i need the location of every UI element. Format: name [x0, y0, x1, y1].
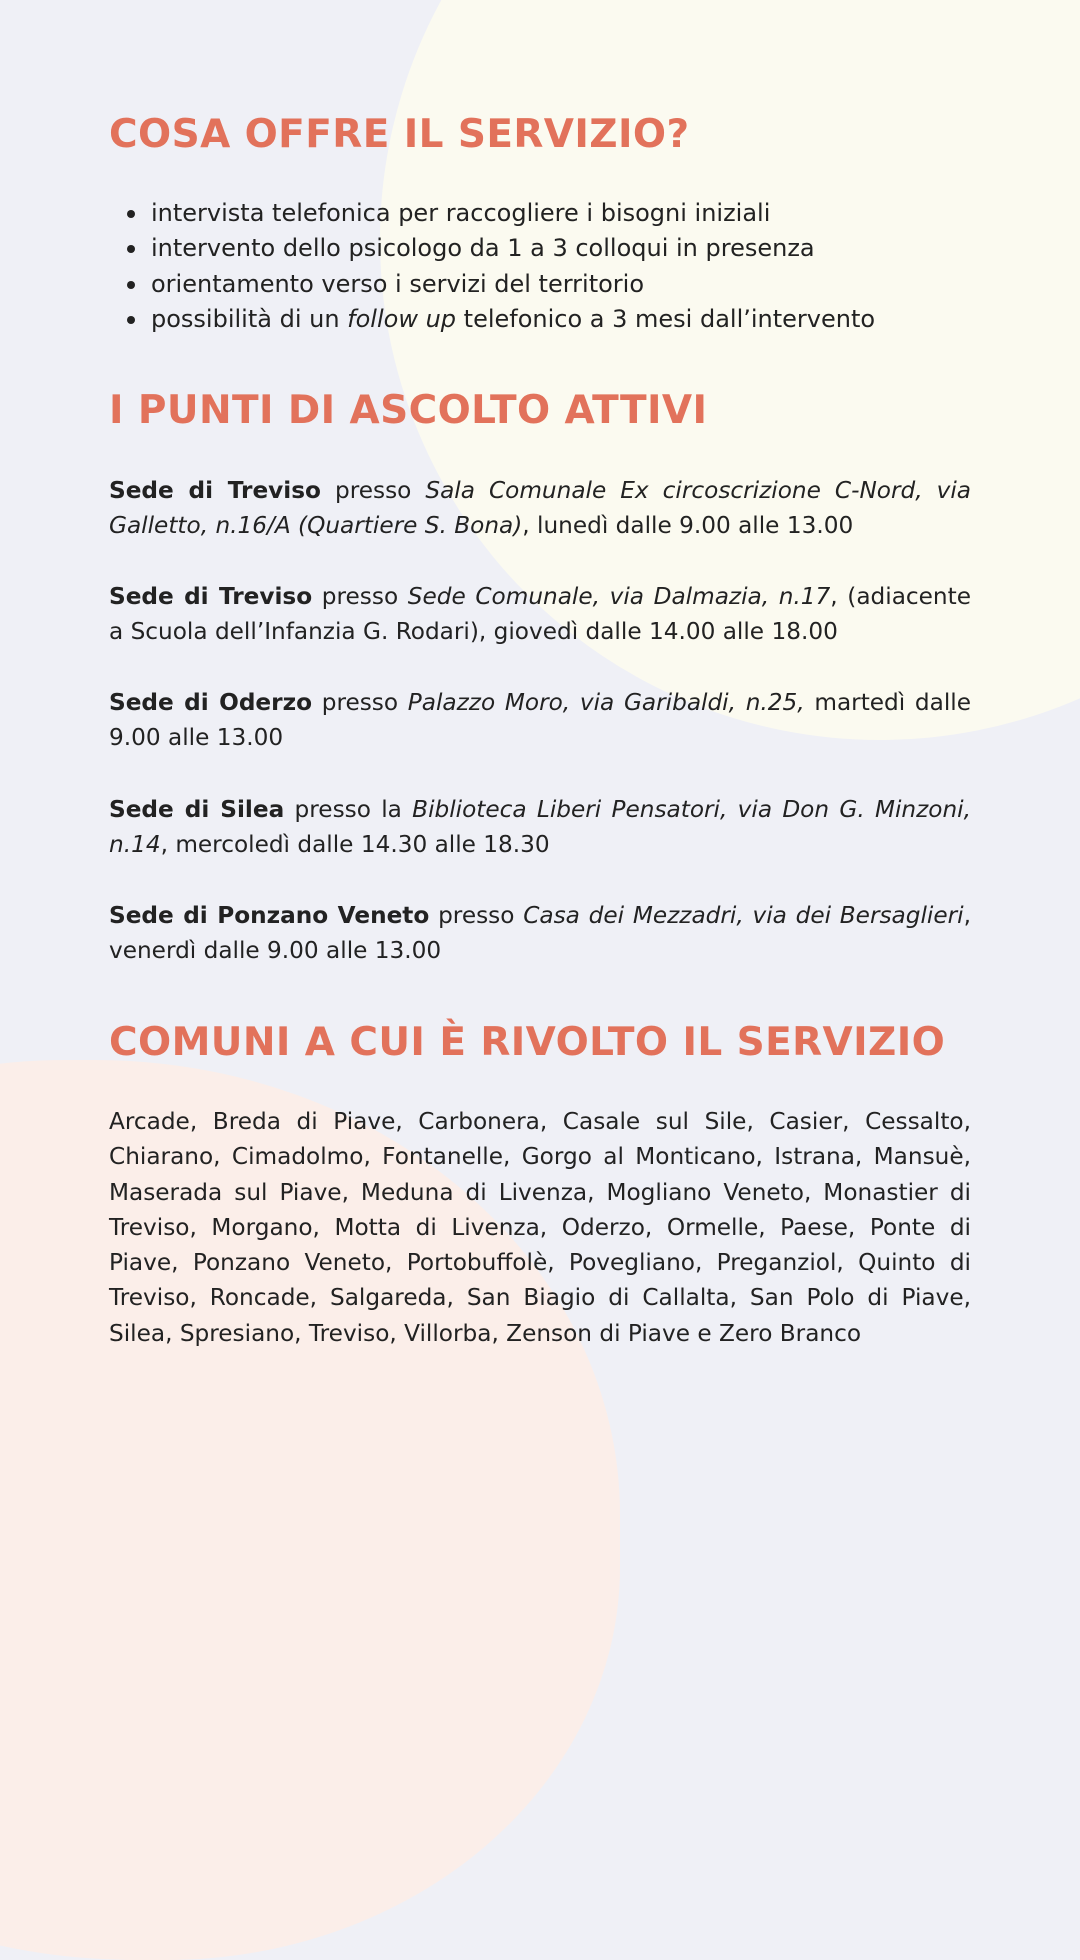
sede-name: Sede di Treviso: [109, 477, 321, 504]
sede-schedule: martedì dalle 9.00 alle 13.00: [109, 689, 971, 752]
sede-schedule: , (adiacente a Scuola dell’Infanzia G. Rodari), giovedì dalle 14.00 alle 18.00: [109, 583, 971, 646]
sede-name: Sede di Oderzo: [109, 689, 313, 716]
sede-place: Biblioteca Liberi Pensatori, via Don G. Minzoni, n.14: [109, 796, 971, 859]
sede-presso: presso: [312, 583, 408, 610]
sede-place: Palazzo Moro, via Garibaldi, n.25,: [407, 689, 805, 716]
sede-name: Sede di Ponzano Veneto: [109, 902, 430, 929]
heading-cosa-offre: COSA OFFRE IL SERVIZIO?: [109, 112, 690, 157]
list-item-text: telefonico a 3 mesi dall’intervento: [456, 304, 876, 333]
list-item-italic-text: follow up: [347, 304, 457, 333]
sede-entry: [109, 579, 971, 650]
heading-punti-ascolto: I PUNTI DI ASCOLTO ATTIVI: [109, 388, 708, 433]
list-item: [151, 302, 875, 337]
services-list: [109, 196, 875, 337]
sede-presso: presso la: [284, 796, 413, 823]
sede-presso: presso: [320, 477, 426, 504]
sede-place: Sala Comunale Ex circoscrizione C-Nord, via Galletto, n.16/A (Quartiere S. Bona): [109, 477, 972, 540]
list-item: intervista telefonica per raccogliere i bisogni iniziali: [151, 196, 875, 231]
sede-entry: [109, 473, 971, 544]
sede-entry: [109, 792, 971, 863]
sede-schedule: , lunedì dalle 9.00 alle 13.00: [522, 512, 854, 540]
sede-schedule: , mercoledì dalle 14.30 alle 18.30: [160, 831, 550, 859]
sede-schedule: , venerdì dalle 9.00 alle 13.00: [109, 902, 971, 965]
sede-presso: presso: [429, 902, 524, 929]
heading-comuni: COMUNI A CUI È RIVOLTO IL SERVIZIO: [109, 1020, 946, 1065]
sede-place: Sede Comunale, via Dalmazia, n.17: [407, 583, 831, 610]
sede-place: Casa dei Mezzadri, via dei Bersaglieri: [523, 902, 964, 929]
sede-name: Sede di Treviso: [109, 583, 313, 610]
list-item: orientamento verso i servizi del territorio: [151, 267, 875, 302]
sede-presso: presso: [312, 689, 408, 716]
sede-name: Sede di Silea: [109, 796, 285, 823]
comuni-list-text: Arcade, Breda di Piave, Carbonera, Casale sul Sile, Casier, Cessalto, Chiarano, Cimadolmo, Fontanelle, Gorgo al Monticano, Istrana, Mansuè, Maserada sul Piave, Meduna di Livenza, Mogliano Veneto, Monastier di Treviso, Morgano, Motta di Livenza, Oderzo, Ormelle, Paese, Ponte di Piave, Ponzano Veneto, Portobuffolè, Povegliano, Preganziol, Quinto di Treviso, Roncade, Salgareda, San Biagio di Callalta, San Polo di Piave, Silea, Spresiano, Treviso, Villorba, Zenson di Piave e Zero Branco: [109, 1108, 971, 1347]
list-item-text: possibilità di un: [151, 304, 348, 333]
sede-entry: [109, 898, 971, 969]
list-item: intervento dello psicologo da 1 a 3 colloqui in presenza: [151, 231, 875, 266]
sede-entry: [109, 685, 971, 756]
